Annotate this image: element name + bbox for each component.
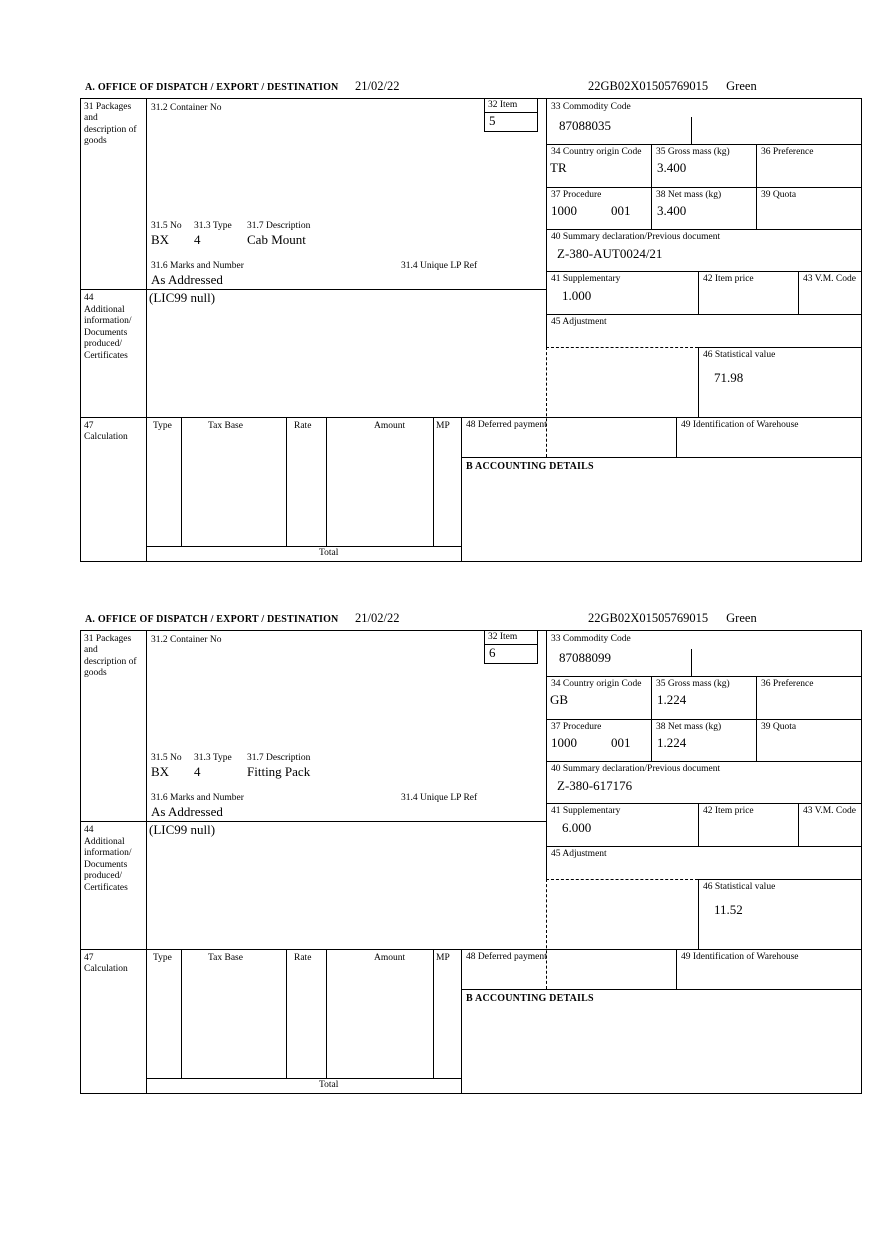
box47-calculation-label: 47 Calculation	[84, 953, 128, 975]
box31-2-container-label: 31.2 Container No	[151, 635, 222, 645]
package-type-value: 4	[194, 232, 201, 247]
box41-supplementary-label: 41 Supplementary	[551, 274, 621, 284]
divider	[546, 803, 861, 804]
procedure-ext-value: 001	[611, 203, 631, 218]
box36-preference-label: 36 Preference	[761, 147, 814, 157]
box43-vm-code-label: 43 V.M. Code	[803, 274, 856, 284]
goods-description-value: Cab Mount	[247, 232, 306, 247]
package-code-value: BX	[151, 232, 170, 247]
box31-6-marks-label: 31.6 Marks and Number	[151, 261, 244, 271]
statistical-value: 11.52	[714, 902, 743, 917]
divider	[286, 417, 287, 546]
box34-country-label: 34 Country origin Code	[551, 147, 642, 157]
office-of-dispatch-label: A. OFFICE OF DISPATCH / EXPORT / DESTINATION	[85, 82, 339, 93]
box35-gross-mass-label: 35 Gross mass (kg)	[656, 679, 730, 689]
routing-status: Green	[726, 79, 757, 93]
divider	[433, 949, 434, 1078]
divider	[461, 457, 861, 458]
divider	[756, 144, 757, 229]
routing-status: Green	[726, 611, 757, 625]
total-label: Total	[319, 1080, 339, 1090]
divider	[546, 187, 861, 188]
divider	[146, 1078, 461, 1079]
office-of-dispatch-label: A. OFFICE OF DISPATCH / EXPORT / DESTINATION	[85, 614, 339, 625]
dashed-divider	[546, 347, 698, 348]
item-number-value: 5	[489, 113, 496, 128]
procedure-value: 1000	[551, 203, 577, 218]
tax-base-header: Tax Base	[208, 421, 243, 431]
box31-5-no-label: 31.5 No	[151, 753, 182, 763]
divider	[756, 676, 757, 761]
divider	[181, 417, 182, 546]
box45-adjustment-label: 45 Adjustment	[551, 849, 607, 859]
item-form	[80, 98, 862, 562]
box38-net-mass-label: 38 Net mass (kg)	[656, 722, 722, 732]
item-number-value: 6	[489, 645, 496, 660]
gross-mass-value: 3.400	[657, 160, 687, 175]
accounting-details-label: B ACCOUNTING DETAILS	[466, 461, 594, 472]
box32-item-label: 32 Item	[488, 632, 518, 642]
declaration-item-section-2	[0, 610, 882, 1112]
dashed-divider	[546, 879, 698, 880]
tax-amount-header: Amount	[374, 421, 406, 431]
box44-number-label: 44	[84, 825, 94, 835]
tax-base-header: Tax Base	[208, 953, 243, 963]
divider	[546, 719, 861, 720]
divider	[698, 347, 861, 348]
divider	[461, 949, 462, 1093]
divider	[146, 631, 147, 1093]
box31-6-marks-label: 31.6 Marks and Number	[151, 793, 244, 803]
box37-procedure-label: 37 Procedure	[551, 190, 602, 200]
divider	[546, 229, 861, 230]
supplementary-units-value: 1.000	[562, 288, 592, 303]
box42-item-price-label: 42 Item price	[703, 806, 754, 816]
box48-deferred-payment-label: 48 Deferred payment	[466, 420, 547, 430]
dashed-divider	[546, 879, 547, 989]
divider	[81, 417, 861, 418]
box44-text-label: Additional information/ Documents produced/ Certificates	[84, 837, 132, 893]
procedure-ext-value: 001	[611, 735, 631, 750]
box39-quota-label: 39 Quota	[761, 722, 797, 732]
divider	[326, 949, 327, 1078]
divider	[181, 949, 182, 1078]
divider	[433, 417, 434, 546]
commodity-code-tick	[691, 649, 692, 676]
tax-type-header: Type	[153, 421, 172, 431]
box31-3-type-label: 31.3 Type	[194, 753, 232, 763]
country-origin-value: TR	[550, 160, 567, 175]
divider	[546, 676, 861, 677]
divider	[676, 417, 677, 457]
commodity-code-value: 87088035	[559, 118, 611, 133]
box31-label: 31 Packages and description of goods	[84, 102, 137, 147]
divider	[798, 803, 799, 846]
box47-calculation-label: 47 Calculation	[84, 421, 128, 443]
box46-statistical-value-label: 46 Statistical value	[703, 350, 776, 360]
divider	[698, 879, 861, 880]
declaration-date: 21/02/22	[355, 611, 400, 625]
box40-previous-document-label: 40 Summary declaration/Previous document	[551, 232, 721, 242]
box32-item-box	[484, 631, 538, 664]
net-mass-value: 3.400	[657, 203, 687, 218]
tax-rate-header: Rate	[294, 953, 312, 963]
divider	[461, 417, 462, 561]
divider	[286, 949, 287, 1078]
box31-7-description-label: 31.7 Description	[247, 221, 311, 231]
tax-type-header: Type	[153, 953, 172, 963]
statistical-value: 71.98	[714, 370, 744, 385]
divider	[676, 949, 677, 989]
dashed-divider	[546, 347, 547, 457]
box31-4-lp-ref-label: 31.4 Unique LP Ref	[401, 793, 478, 803]
box31-3-type-label: 31.3 Type	[194, 221, 232, 231]
movement-reference-number: 22GB02X01505769015	[588, 611, 709, 625]
box45-adjustment-label: 45 Adjustment	[551, 317, 607, 327]
divider	[698, 803, 699, 846]
tax-mp-header: MP	[436, 953, 450, 963]
box31-label: 31 Packages and description of goods	[84, 634, 137, 679]
divider	[326, 417, 327, 546]
box46-statistical-value-label: 46 Statistical value	[703, 882, 776, 892]
box36-preference-label: 36 Preference	[761, 679, 814, 689]
net-mass-value: 1.224	[657, 735, 687, 750]
accounting-details-label: B ACCOUNTING DETAILS	[466, 993, 594, 1004]
tax-mp-header: MP	[436, 421, 450, 431]
box49-warehouse-label: 49 Identification of Warehouse	[681, 952, 799, 962]
box33-commodity-label: 33 Commodity Code	[551, 102, 631, 112]
divider	[651, 676, 652, 761]
box32-item-label: 32 Item	[488, 100, 518, 110]
box44-text-label: Additional information/ Documents produced/ Certificates	[84, 305, 132, 361]
divider	[651, 144, 652, 229]
box42-item-price-label: 42 Item price	[703, 274, 754, 284]
total-label: Total	[319, 548, 339, 558]
divider	[546, 846, 861, 847]
package-code-value: BX	[151, 764, 170, 779]
box43-vm-code-label: 43 V.M. Code	[803, 806, 856, 816]
additional-information-value: (LIC99 null)	[149, 290, 216, 305]
declaration-date: 21/02/22	[355, 79, 400, 93]
divider	[546, 144, 861, 145]
divider	[546, 631, 547, 879]
box49-warehouse-label: 49 Identification of Warehouse	[681, 420, 799, 430]
additional-information-value: (LIC99 null)	[149, 822, 216, 837]
box37-procedure-label: 37 Procedure	[551, 722, 602, 732]
divider	[798, 271, 799, 314]
box39-quota-label: 39 Quota	[761, 190, 797, 200]
divider	[546, 314, 861, 315]
divider	[81, 949, 861, 950]
commodity-code-value: 87088099	[559, 650, 611, 665]
movement-reference-number: 22GB02X01505769015	[588, 79, 709, 93]
previous-document-value: Z-380-AUT0024/21	[557, 246, 663, 261]
divider	[461, 989, 861, 990]
supplementary-units-value: 6.000	[562, 820, 592, 835]
gross-mass-value: 1.224	[657, 692, 687, 707]
box41-supplementary-label: 41 Supplementary	[551, 806, 621, 816]
declaration-item-section-1	[0, 78, 882, 580]
divider	[698, 271, 699, 314]
box31-2-container-label: 31.2 Container No	[151, 103, 222, 113]
commodity-code-tick	[691, 117, 692, 144]
declaration-reference	[588, 611, 757, 626]
box31-7-description-label: 31.7 Description	[247, 753, 311, 763]
box38-net-mass-label: 38 Net mass (kg)	[656, 190, 722, 200]
goods-description-value: Fitting Pack	[247, 764, 311, 779]
previous-document-value: Z-380-617176	[557, 778, 633, 793]
declaration-reference	[588, 79, 757, 94]
procedure-value: 1000	[551, 735, 577, 750]
tax-rate-header: Rate	[294, 421, 312, 431]
marks-value: As Addressed	[151, 272, 223, 287]
marks-value: As Addressed	[151, 804, 223, 819]
box44-number-label: 44	[84, 293, 94, 303]
divider	[546, 99, 547, 347]
box31-4-lp-ref-label: 31.4 Unique LP Ref	[401, 261, 478, 271]
divider	[146, 546, 461, 547]
divider	[546, 271, 861, 272]
box31-5-no-label: 31.5 No	[151, 221, 182, 231]
box48-deferred-payment-label: 48 Deferred payment	[466, 952, 547, 962]
country-origin-value: GB	[550, 692, 569, 707]
divider	[146, 99, 147, 561]
divider	[698, 347, 699, 417]
box32-item-box	[484, 99, 538, 132]
tax-amount-header: Amount	[374, 953, 406, 963]
package-type-value: 4	[194, 764, 201, 779]
divider	[698, 879, 699, 949]
box34-country-label: 34 Country origin Code	[551, 679, 642, 689]
box40-previous-document-label: 40 Summary declaration/Previous document	[551, 764, 721, 774]
divider	[546, 761, 861, 762]
box35-gross-mass-label: 35 Gross mass (kg)	[656, 147, 730, 157]
box33-commodity-label: 33 Commodity Code	[551, 634, 631, 644]
item-form	[80, 630, 862, 1094]
